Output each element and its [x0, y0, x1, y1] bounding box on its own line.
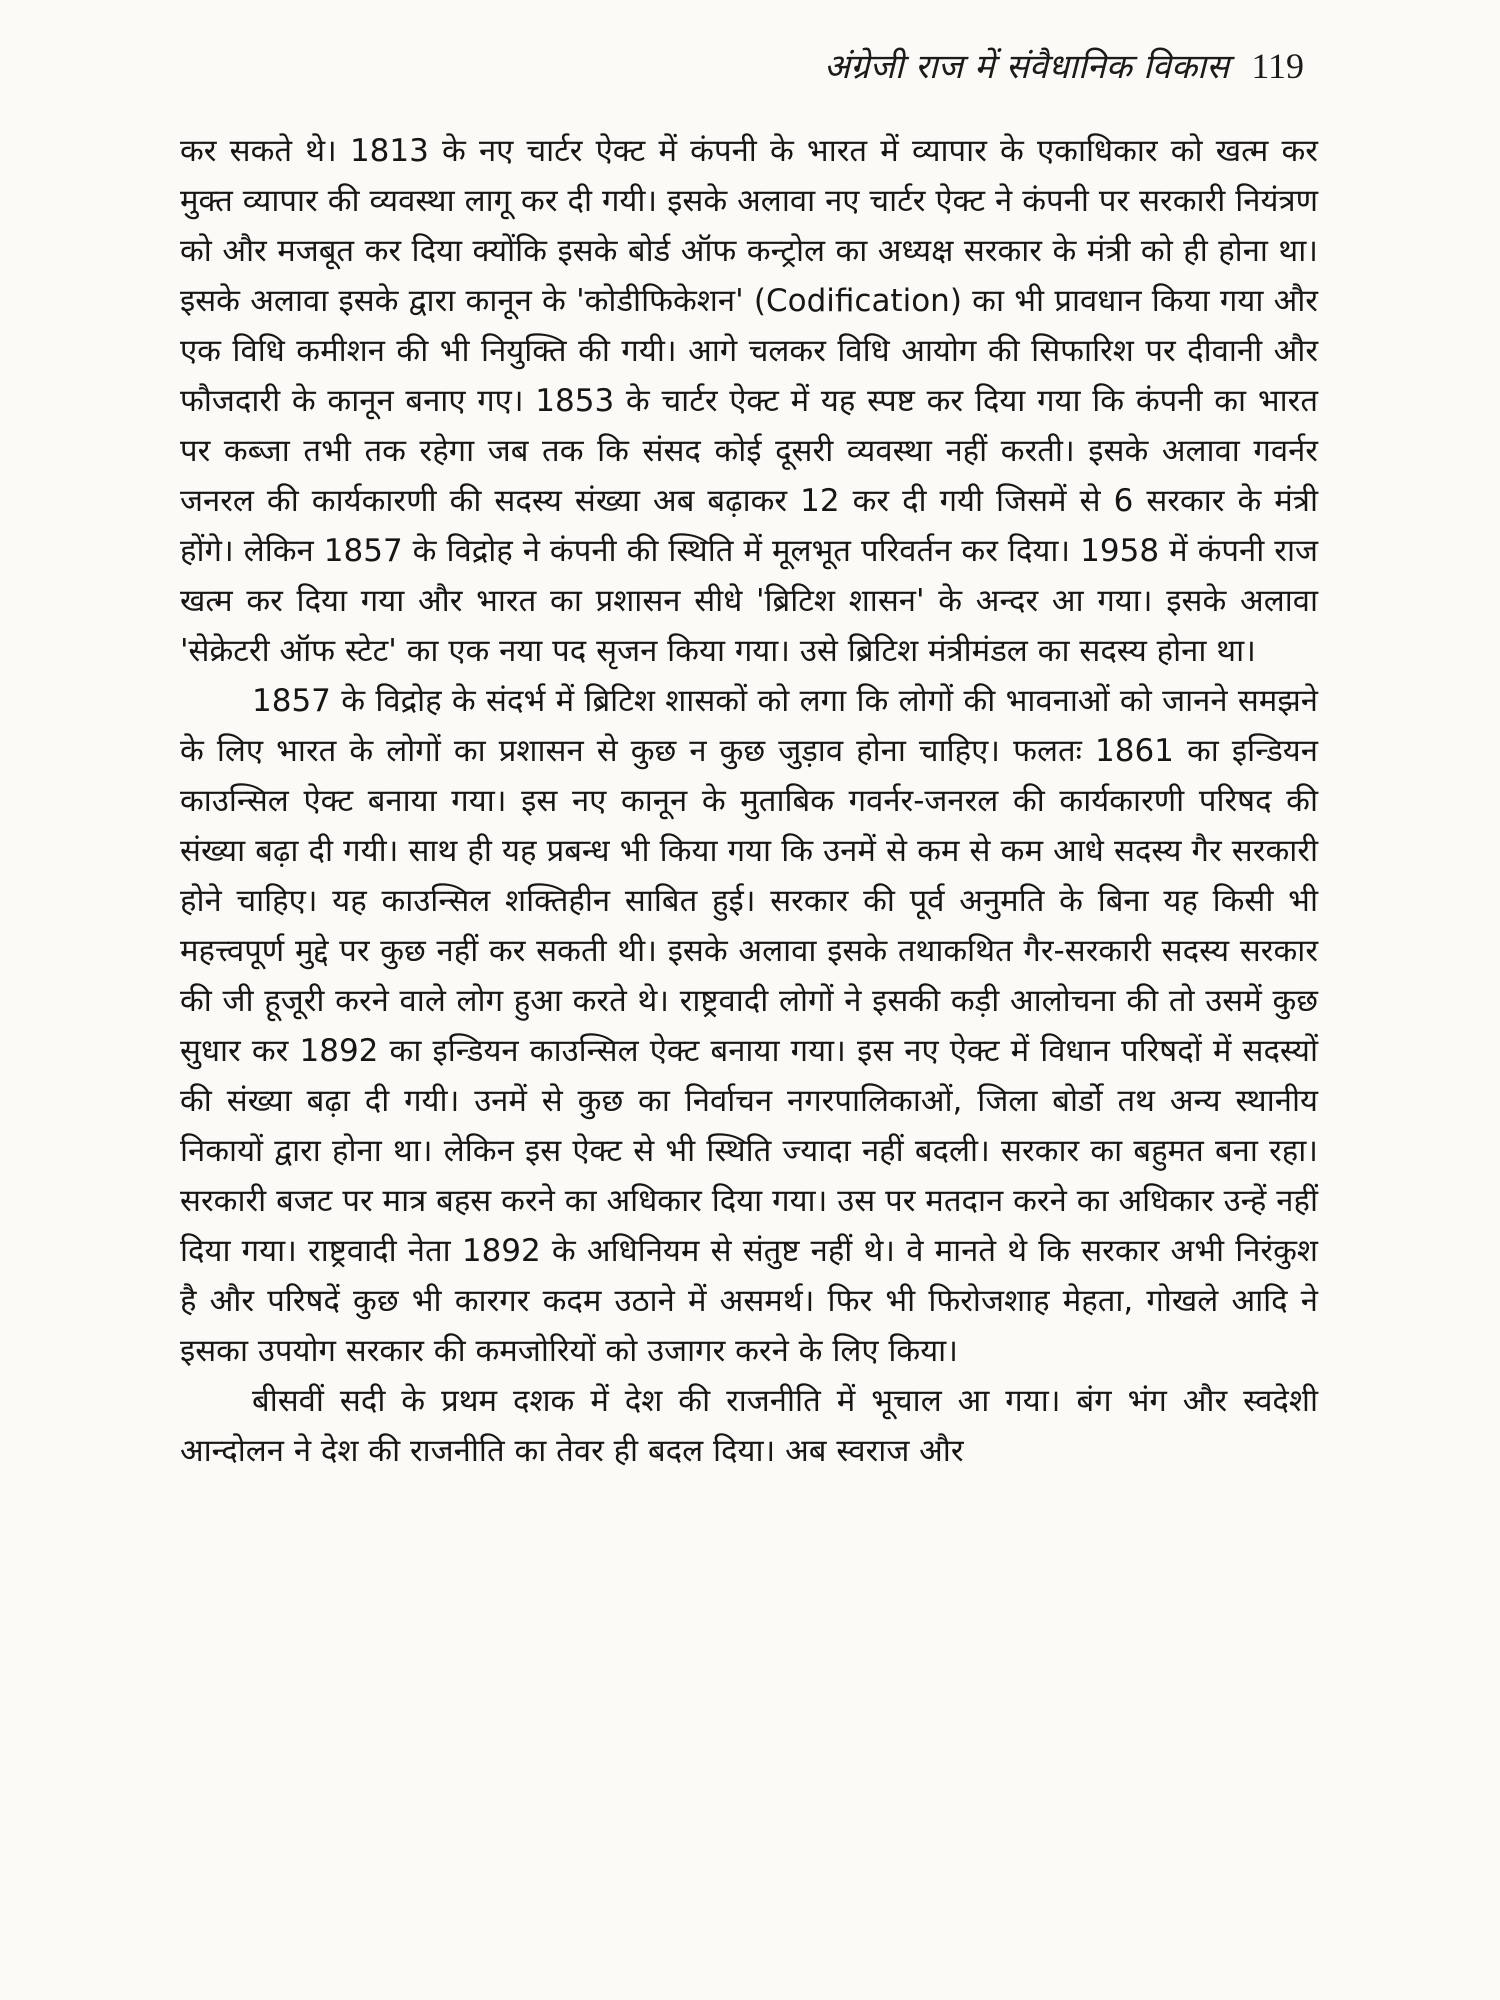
page-body [180, 126, 1318, 1476]
paragraph-continued: कर सकते थे। 1813 के नए चार्टर ऐक्ट में कंपनी के भारत में व्यापार के एकाधिकार को खत्म कर मुक्त व्यापार की व्यवस्था लागू कर दी गयी। इसके अलावा नए चार्टर ऐक्ट ने कंपनी पर सरकारी नियंत्रण को और मजबूत कर दिया क्योंकि इसके बोर्ड ऑफ कन्ट्रोल का अध्यक्ष सरकार के मंत्री को ही होना था। इसके अलावा इसके द्वारा कानून के 'कोडीफिकेशन' (Codification) का भी प्रावधान किया गया और एक विधि कमीशन की भी नियुक्ति की गयी। आगे चलकर विधि आयोग की सिफारिश पर दीवानी और फौजदारी के कानून बनाए गए। 1853 के चार्टर ऐक्ट में यह स्पष्ट कर दिया गया कि कंपनी का भारत पर कब्जा तभी तक रहेगा जब तक कि संसद कोई दूसरी व्यवस्था नहीं करती। इसके अलावा गवर्नर जनरल की कार्यकारणी की सदस्य संख्या अब बढ़ाकर 12 कर दी गयी जिसमें से 6 सरकार के मंत्री होंगे। लेकिन 1857 के विद्रोह ने कंपनी की स्थिति में मूलभूत परिवर्तन कर दिया। 1958 में कंपनी राज खत्म कर दिया गया और भारत का प्रशासन सीधे 'ब्रिटिश शासन' के अन्दर आ गया। इसके अलावा 'सेक्रेटरी ऑफ स्टेट' का एक नया पद सृजन किया गया। उसे ब्रिटिश मंत्रीमंडल का सदस्य होना था। [180, 133, 1318, 669]
running-header [824, 42, 1304, 88]
page-number: 119 [1251, 46, 1304, 86]
paragraph-twentieth-century: बीसवीं सदी के प्रथम दशक में देश की राजनीति में भूचाल आ गया। बंग भंग और स्वदेशी आन्दोलन ने देश की राजनीति का तेवर ही बदल दिया। अब स्वराज और [180, 1383, 1318, 1469]
chapter-title: अंग्रेजी राज में संवैधानिक विकास [824, 47, 1230, 87]
paragraph-1857-revolt: 1857 के विद्रोह के संदर्भ में ब्रिटिश शासकों को लगा कि लोगों की भावनाओं को जानने समझने के लिए भारत के लोगों का प्रशासन से कुछ न कुछ जुड़ाव होना चाहिए। फलतः 1861 का इन्डियन काउन्सिल ऐक्ट बनाया गया। इस नए कानून के मुताबिक गवर्नर-जनरल की कार्यकारणी परिषद की संख्या बढ़ा दी गयी। साथ ही यह प्रबन्ध भी किया गया कि उनमें से कम से कम आधे सदस्य गैर सरकारी होने चाहिए। यह काउन्सिल शक्तिहीन साबित हुई। सरकार की पूर्व अनुमति के बिना यह किसी भी महत्त्वपूर्ण मुद्दे पर कुछ नहीं कर सकती थी। इसके अलावा इसके तथाकथित गैर-सरकारी सदस्य सरकार की जी हूजूरी करने वाले लोग हुआ करते थे। राष्ट्रवादी लोगों ने इसकी कड़ी आलोचना की तो उसमें कुछ सुधार कर 1892 का इन्डियन काउन्सिल ऐक्ट बनाया गया। इस नए ऐक्ट में विधान परिषदों में सदस्यों की संख्या बढ़ा दी गयी। उनमें से कुछ का निर्वाचन नगरपालिकाओं, जिला बोर्डो तथ अन्य स्थानीय निकायों द्वारा होना था। लेकिन इस ऐक्ट से भी स्थिति ज्यादा नहीं बदली। सरकार का बहुमत बना रहा। सरकारी बजट पर मात्र बहस करने का अधिकार दिया गया। उस पर मतदान करने का अधिकार उन्हें नहीं दिया गया। राष्ट्रवादी नेता 1892 के अधिनियम से संतुष्ट नहीं थे। वे मानते थे कि सरकार अभी निरंकुश है और परिषदें कुछ भी कारगर कदम उठाने में असमर्थ। फिर भी फिरोजशाह मेहता, गोखले आदि ने इसका उपयोग सरकार की कमजोरियों को उजागर करने के लिए किया। [180, 683, 1318, 1369]
